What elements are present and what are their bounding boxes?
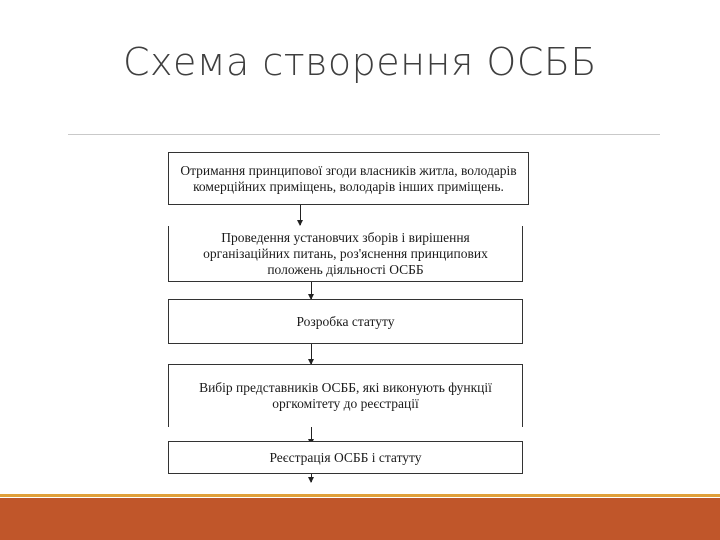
arrow-5 xyxy=(311,474,312,482)
step-box-2 xyxy=(168,226,523,282)
step-text-4: Вибір представників ОСББ, які виконують функції оргкомітету до реєстрації xyxy=(199,380,492,411)
slide-title: Схема створення ОСББ xyxy=(122,40,598,84)
arrow-1 xyxy=(300,205,301,225)
footer-accent-line xyxy=(0,494,720,497)
footer-accent-bar xyxy=(0,498,720,540)
step-text-5: Реєстрація ОСББ і статуту xyxy=(269,449,422,465)
step-text-1: Отримання принципової згоди власників житла, володарів комерційних приміщень, володарів інших приміщень. xyxy=(180,162,517,194)
step-box-3 xyxy=(168,299,523,344)
step-text-3: Розробка статуту xyxy=(296,313,395,329)
step-box-1 xyxy=(168,152,529,205)
step-box-5 xyxy=(168,441,523,474)
arrow-3 xyxy=(311,344,312,364)
step-text-2: Проведення установчих зборів і вирішення організаційних питань, роз'яснення принципових положень діяльності ОСББ xyxy=(203,229,488,277)
title-divider xyxy=(68,134,660,135)
arrow-2 xyxy=(311,282,312,299)
step-box-4 xyxy=(168,364,523,427)
